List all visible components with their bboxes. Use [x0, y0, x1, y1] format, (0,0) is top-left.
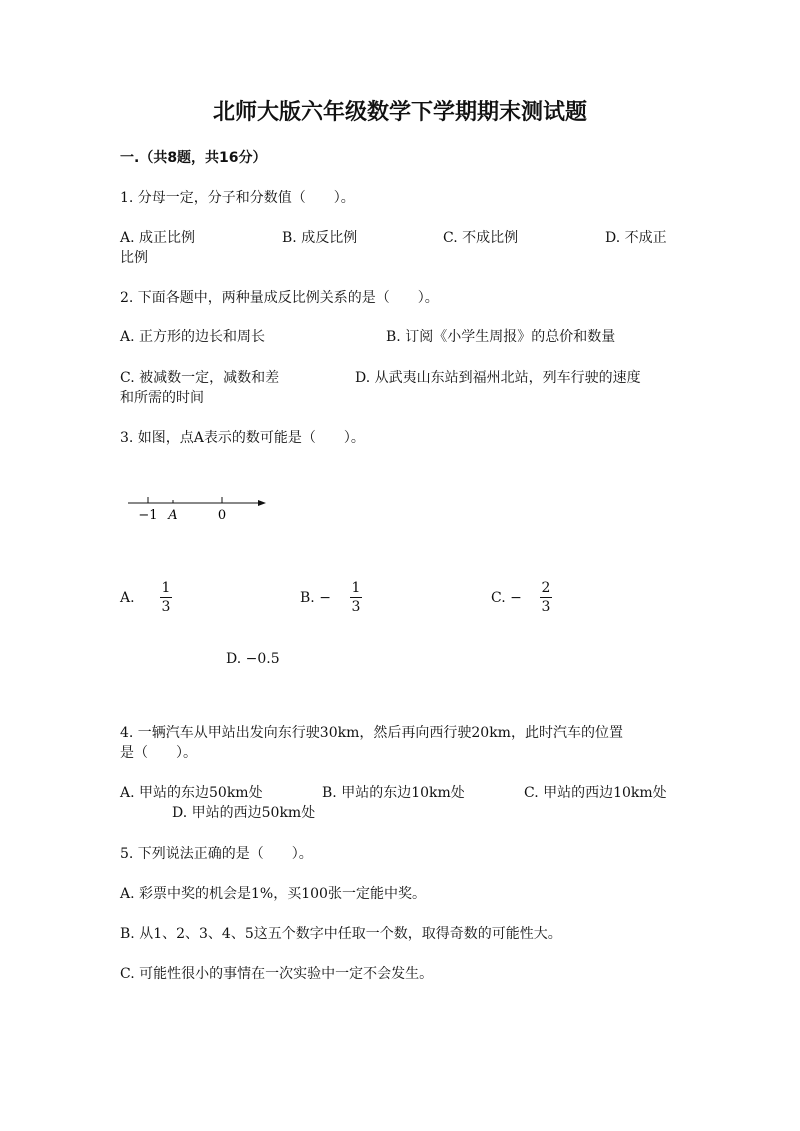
question-1-option-b[interactable]: B. 成反比例 [282, 230, 358, 246]
question-3-option-b[interactable]: B. − [300, 590, 331, 606]
fraction-numerator: 1 [161, 580, 171, 596]
question-4-option-b[interactable]: B. 甲站的东边10km处 [322, 785, 465, 801]
fraction-two-thirds [540, 580, 552, 615]
question-1-option-a[interactable]: A. 成正比例 [120, 230, 196, 246]
question-3-option-d[interactable]: D. −0.5 [226, 651, 280, 667]
question-3-option-c[interactable]: C. − [491, 590, 522, 606]
question-2-stem: 2. 下面各题中，两种量成反比例关系的是（ ）。 [120, 290, 439, 306]
question-4-option-c[interactable]: C. 甲站的西边10km处 [524, 785, 667, 801]
question-1-option-c[interactable]: C. 不成比例 [443, 230, 519, 246]
question-1-option-d[interactable]: D. 不成正 [605, 230, 667, 246]
question-4-stem-continued: 是（ ）。 [120, 745, 197, 761]
number-line-arrow [258, 500, 266, 506]
question-2-option-b[interactable]: B. 订阅《小学生周报》的总价和数量 [386, 329, 616, 345]
fraction-denominator: 3 [541, 599, 551, 615]
label-point-a: A [168, 508, 178, 523]
page-title: 北师大版六年级数学下学期期末测试题 [212, 100, 587, 125]
fraction-bar [350, 597, 362, 598]
question-3-option-a[interactable]: A. [120, 590, 135, 606]
number-line-figure [126, 492, 274, 524]
fraction-numerator: 1 [351, 580, 361, 596]
question-2-option-d[interactable]: D. 从武夷山东站到福州北站，列车行驶的速度 [355, 370, 641, 386]
label-minus-one: −1 [138, 508, 158, 523]
question-3-stem: 3. 如图，点A表示的数可能是（ ）。 [120, 430, 365, 446]
question-2-option-d-continued: 和所需的时间 [120, 390, 204, 406]
label-zero: 0 [217, 508, 227, 523]
question-5-stem: 5. 下列说法正确的是（ ）。 [120, 846, 313, 862]
question-2-option-c[interactable]: C. 被减数一定，减数和差 [120, 370, 280, 386]
question-1-option-d-continued: 比例 [120, 250, 148, 266]
fraction-denominator: 3 [161, 599, 171, 615]
fraction-bar [540, 597, 552, 598]
question-2-option-a[interactable]: A. 正方形的边长和周长 [120, 329, 266, 345]
question-5-option-a[interactable]: A. 彩票中奖的机会是1%，买100张一定能中奖。 [120, 886, 426, 902]
fraction-denominator: 3 [351, 599, 361, 615]
question-5-option-b[interactable]: B. 从1、2、3、4、5这五个数字中任取一个数，取得奇数的可能性大。 [120, 926, 562, 942]
fraction-one-third-a [160, 580, 172, 615]
fraction-numerator: 2 [541, 580, 551, 596]
question-4-stem: 4. 一辆汽车从甲站出发向东行驶30km，然后再向西行驶20km，此时汽车的位置 [120, 725, 623, 741]
fraction-bar [160, 597, 172, 598]
section-header: 一.（共8题，共16分） [120, 150, 267, 166]
question-5-option-c[interactable]: C. 可能性很小的事情在一次实验中一定不会发生。 [120, 966, 434, 982]
question-1-stem: 1. 分母一定，分子和分数值（ ）。 [120, 190, 355, 206]
fraction-one-third-b [350, 580, 362, 615]
question-4-option-a[interactable]: A. 甲站的东边50km处 [120, 785, 263, 801]
question-4-option-d[interactable]: D. 甲站的西边50km处 [172, 805, 316, 821]
